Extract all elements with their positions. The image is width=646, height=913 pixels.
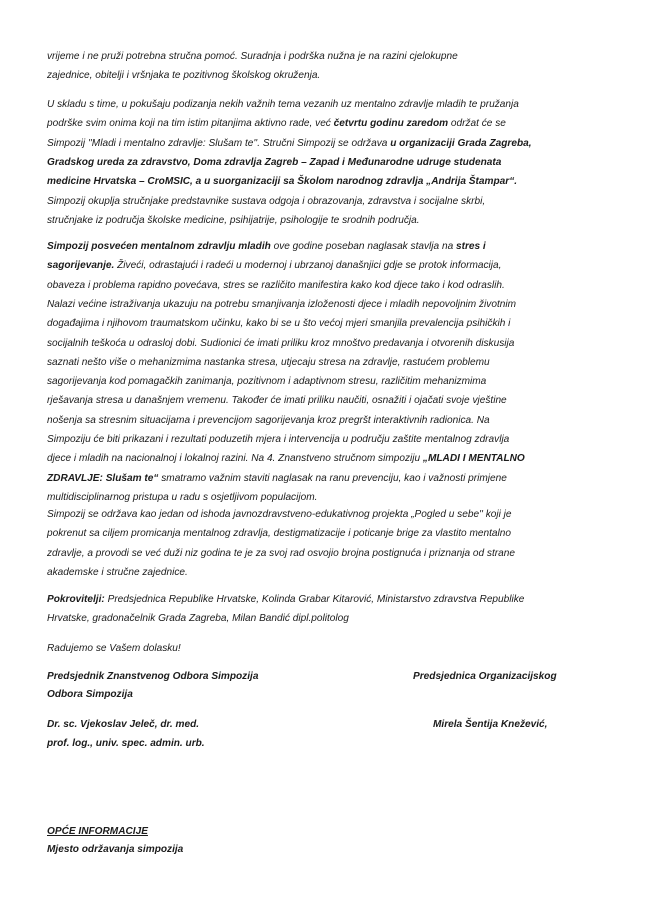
bold-text: stres i (455, 241, 486, 252)
text-run: pokrenut sa ciljem promicanja mentalnog zdravlja, destigmatizacije i poticanje brige za vlastito mentalno (47, 528, 511, 540)
text-run: Simpozij ''Mladi i mentalno zdravlje: Slušam te''. Stručni Simpozij se održava (47, 137, 391, 149)
paragraph-3-line-11 (47, 433, 509, 446)
text-run: sagorijevanja kod pomagačkih zanimanja, pozitivnom i adaptivnom stresu, različitim mehanizmima (47, 376, 487, 388)
text-run: djece i mladih na nacionalnoj i lokalnoj razini. Na 4. Znanstveno stručnom simpoziju (47, 453, 423, 465)
left-signature-name-2: prof. log., univ. spec. admin. urb. (47, 738, 205, 749)
general-info-heading: OPĆE INFORMACIJE (47, 826, 148, 837)
bold-text: u organizaciji Grada Zagreba, (390, 137, 532, 149)
paragraph-5-line-2 (47, 612, 349, 625)
paragraph-6-line-1 (47, 642, 181, 655)
paragraph-3-line-2 (47, 259, 501, 272)
text-run: Simpozij okuplja stručnjake predstavnike sustava odgoja i obrazovanja, zdravstva i socijalne skrbi, (47, 195, 486, 207)
paragraph-5-line-1 (47, 593, 524, 606)
paragraph-2-line-2 (47, 117, 506, 130)
venue-subheading: Mjesto održavanja simpozija (47, 844, 184, 855)
text-run: vrijeme i ne pruži potrebna stručna pomoć. Suradnja i podrška nužna je na razini cjelokupne (47, 51, 458, 62)
paragraph-3-line-10 (47, 414, 490, 427)
right-signature-title: Predsjednica Organizacijskog (413, 671, 557, 682)
paragraph-3-line-5 (47, 317, 510, 330)
text-run: Nalazi većine istraživanja ukazuju na potrebu smanjivanja izloženosti djece i mladih nepovoljnim životnim (47, 298, 517, 310)
text-run: podrške svim onima koji na tim istim pitanjima aktivno rade, već (47, 118, 334, 130)
bold-text: Gradskog ureda za zdravstvo, Doma zdravlja Zagreb – Zapad i Međunarodne udruge studenata (47, 156, 502, 168)
text-run: rješavanja stresa u današnjem vremenu. Također će imati priliku naučiti, osnažiti i ojačati svoje vještine (47, 395, 507, 407)
text-run: zajednice, obitelji i vršnjaka te pozitivnog školskog okruženja. (47, 70, 321, 82)
text-run: zdravlje, a provodi se već duži niz godina te je za svoj rad osvojio brojna postignuća i priznanja od strane (47, 547, 515, 559)
text-run: događajima i njihovom traumatskom učinku, kako bi se u što većoj mjeri smanjila prevalencija psihičkih i (47, 318, 511, 330)
paragraph-4-line-3 (47, 547, 515, 560)
paragraph-1-line-2 (47, 69, 320, 82)
text-run: ove godine poseban naglasak stavlja na (270, 241, 456, 252)
left-signature-title-1: Predsjednik Znanstvenog Odbora Simpozija (47, 671, 259, 682)
paragraph-2-line-6 (47, 195, 485, 208)
text-run: održat će se (448, 118, 506, 130)
text-run: saznati nešto više o mehanizmima nastanka stresa, utjecaju stresa na zdravlje, rastućem problemu (47, 356, 490, 368)
text-run: Živeći, odrastajući i radeći u modernoj i ubrzanoj današnjici gdje se protok informacija, (114, 260, 502, 272)
bold-text: četvrtu godinu zaredom (333, 118, 449, 130)
paragraph-4-line-4 (47, 566, 188, 579)
bold-text: medicine Hrvatska – CroMSIC, a u suorganizaciji sa Školom narodnog zdravlja „Andrija Štampar“. (47, 176, 518, 188)
text-run: socijalnih teškoća u odrasloj dobi. Sudionici će imati priliku kroz mnoštvo predavanja i otvorenih diskusija (47, 337, 515, 349)
bold-text: „MLADI I MENTALNO (422, 453, 525, 465)
paragraph-4-line-2 (47, 527, 511, 540)
paragraph-3-line-1 (47, 240, 486, 253)
text-run: stručnjake iz područja školske medicine, psihijatrije, psihologije te srodnih područja. (47, 214, 420, 226)
paragraph-3-line-4 (47, 298, 516, 311)
text-run: Radujemo se Vašem dolasku! (47, 643, 181, 654)
bold-text: ZDRAVLJE: Slušam te“ (47, 472, 159, 484)
bold-text: sagorijevanje. (47, 260, 115, 272)
paragraph-2-line-1 (47, 98, 519, 111)
paragraph-3-line-9 (47, 394, 507, 407)
paragraph-2-line-7 (47, 214, 420, 227)
paragraph-2-line-5 (47, 175, 517, 188)
left-signature-title-2: Odbora Simpozija (47, 689, 133, 700)
left-signature-name-1: Dr. sc. Vjekoslav Jeleč, dr. med. (47, 719, 200, 730)
text-run: nošenja sa stresnim situacijama i prevencijom sagorijevanja kroz pregršt interaktivnih radionica. Na (47, 414, 490, 426)
paragraph-3-line-13 (47, 472, 507, 485)
paragraph-2-line-3 (47, 137, 532, 150)
paragraph-2-line-4 (47, 156, 501, 169)
text-run: Hrvatske, gradonačelnik Grada Zagreba, Milan Bandić dipl.politolog (47, 613, 349, 625)
text-run: multidisciplinarnog pristupa u radu s osjetljivom populacijom. (47, 491, 318, 503)
paragraph-3-line-14 (47, 491, 317, 504)
paragraph-3-line-7 (47, 356, 490, 369)
text-run: smatramo važnim staviti naglasak na ranu prevenciju, kao i važnosti primjene (158, 472, 507, 484)
text-run: obaveza i problema rapidno povećava, stres se različito manifestira kako kod djece tako i kod odraslih. (47, 279, 505, 291)
text-run: akademske i stručne zajednice. (47, 566, 188, 578)
text-run: Simpoziju će biti prikazani i rezultati poduzetih mjera i intervencija u području zaštite mentalnog zdravlja (47, 434, 510, 445)
paragraph-1-line-1 (47, 50, 458, 63)
paragraph-4-line-1 (47, 508, 512, 521)
bold-text: Simpozij posvećen mentalnom zdravlju mladih (47, 241, 271, 252)
text-run: Simpozij se održava kao jedan od ishoda javnozdravstveno-edukativnog projekta „Pogled u sebe'' koji je (47, 509, 512, 520)
paragraph-3-line-6 (47, 337, 514, 350)
paragraph-3-line-12 (47, 452, 525, 465)
paragraph-3-line-8 (47, 375, 486, 388)
paragraph-3-line-3 (47, 279, 505, 292)
bold-text: Pokrovitelji: (47, 594, 105, 605)
text-run: U skladu s time, u pokušaju podizanja nekih važnih tema vezanih uz mentalno zdravlje mladih te pružanja (47, 99, 519, 110)
text-run: Predsjednica Republike Hrvatske, Kolinda Grabar Kitarović, Ministarstvo zdravstva Republike (104, 594, 525, 605)
right-signature-name: Mirela Šentija Knežević, (433, 719, 548, 730)
